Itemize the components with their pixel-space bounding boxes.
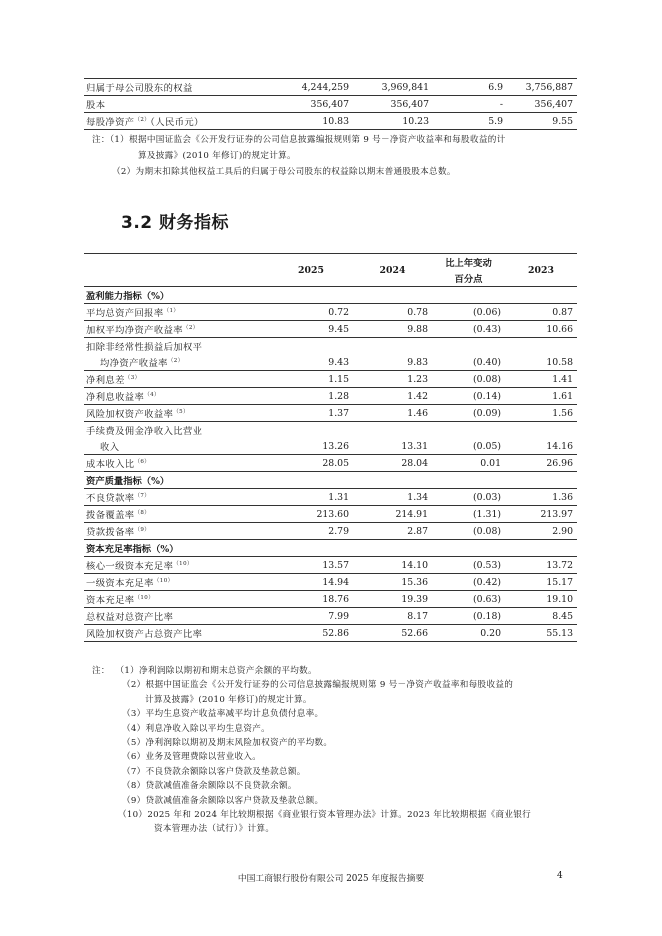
table-row: 核心一级资本充足率$^{(10)}$ 13.57 14.10 (0.53) 13.72 [84,557,577,574]
table-row: 净利息收益率$^{(4)}$ 1.28 1.42 (0.14) 1.61 [84,388,577,405]
col-change: 比上年变动 [432,254,505,271]
table-row: 平均总资产回报率$^{(1)}$ 0.72 0.78 (0.06) 0.87 [84,304,577,321]
header-row [84,254,577,271]
table-row-wrap: 手续费及佣金净收入比营业 [86,426,203,437]
page-footer: 中国工商银行股份有限公司 2025 年度报告摘要 [237,874,425,884]
page-number: 4 [557,871,563,881]
section-row [84,287,577,304]
table-row: 风险加权资产占总资产比率 52.86 52.66 0.20 55.13 [84,625,577,642]
table-row: 收入 13.26 13.31 (0.05) 14.16 [84,438,577,455]
table-row: 均净资产收益率$^{(2)}$ 9.43 9.83 (0.40) 10.58 [84,354,577,371]
table-row: 拨备覆盖率$^{(8)}$ 213.60 214.91 (1.31) 213.97 [84,506,577,523]
col-2024: 2024 [353,254,432,287]
table-row-wrap: 扣除非经常性损益后加权平 [86,342,203,353]
section-row [84,472,577,489]
table-row: 风险加权资产收益率$^{(5)}$ 1.37 1.46 (0.09) 1.56 [84,405,577,422]
table-row: 归属于母公司股东的权益 4,244,259 3,969,841 6.9 3,756,887 [84,79,577,96]
table-row: 每股净资产$^{(2)}$（人民币元） 10.83 10.23 5.9 9.55 [84,113,577,130]
top-notes: 注：（1）根据中国证监会《公开发行证券的公司信息披露编报规则第 9 号－净资产收益率和每股收益的计 算及披露》(2010 年修订)的规定计算。 （2）为期末扣除其他权益工具后的归属于母公司股东的权益除以期末普通股股本总数。 [92,135,506,177]
section-title: 资产质量指标（%） [84,472,577,489]
table-row: 净利息差$^{(3)}$ 1.15 1.23 (0.08) 1.41 [84,371,577,388]
col-2023: 2023 [505,254,577,287]
section-row [84,540,577,557]
table-row: 贷款拨备率$^{(9)}$ 2.79 2.87 (0.08) 2.90 [84,523,577,540]
col-2025: 2025 [269,254,353,287]
table-row: 股本 356,407 356,407 - 356,407 [84,96,577,113]
table-row: 总权益对总资产比率 7.99 8.17 (0.18) 8.45 [84,608,577,625]
table-row: 资本充足率$^{(10)}$ 18.76 19.39 (0.63) 19.10 [84,591,577,608]
section-heading: 3.2 财务指标 [121,213,230,233]
table-row: 一级资本充足率$^{(10)}$ 14.94 15.36 (0.42) 15.17 [84,574,577,591]
table-row: 加权平均净资产收益率$^{(2)}$ 9.45 9.88 (0.43) 10.66 [84,321,577,338]
equity-table [84,78,577,130]
section-title: 盈利能力指标（%） [84,287,577,304]
header-row-2: 百分点 [84,270,577,287]
table-row: 不良贷款率$^{(7)}$ 1.31 1.34 (0.03) 1.36 [84,489,577,506]
table-row: 成本收入比$^{(6)}$ 28.05 28.04 0.01 26.96 [84,455,577,472]
bottom-notes: 注： （1）净利润除以期初和期末总资产余额的平均数。 （2）根据中国证监会《公开发行证券的公司信息披露编报规则第 9 号－净资产收益率和每股收益的 计算及披露》(2010 年修订)的规定计算。 （3）平均生息资产收益率减平均计息负债付息率。 （4）利息净收入除以平均生息资产。 （5）净利润除以期初及期末风险加权资产的平均数。 （6）业务及管理费除以营业收入。 （7）不良贷款余额除以客户贷款及垫款总额。 （8）贷款减值准备余额除以不良贷款余额。 （9）贷款减值准备余额除以客户贷款及垫款总额。 （10）2025 年和 2024 年比较期根据《商业银行资本管理办法》计算。2023 年比较期根据《商业银行 资本管理办法（试行）》计算。 [92,666,532,835]
section-title: 资本充足率指标（%） [84,540,577,557]
financial-indicators-table [84,253,577,642]
